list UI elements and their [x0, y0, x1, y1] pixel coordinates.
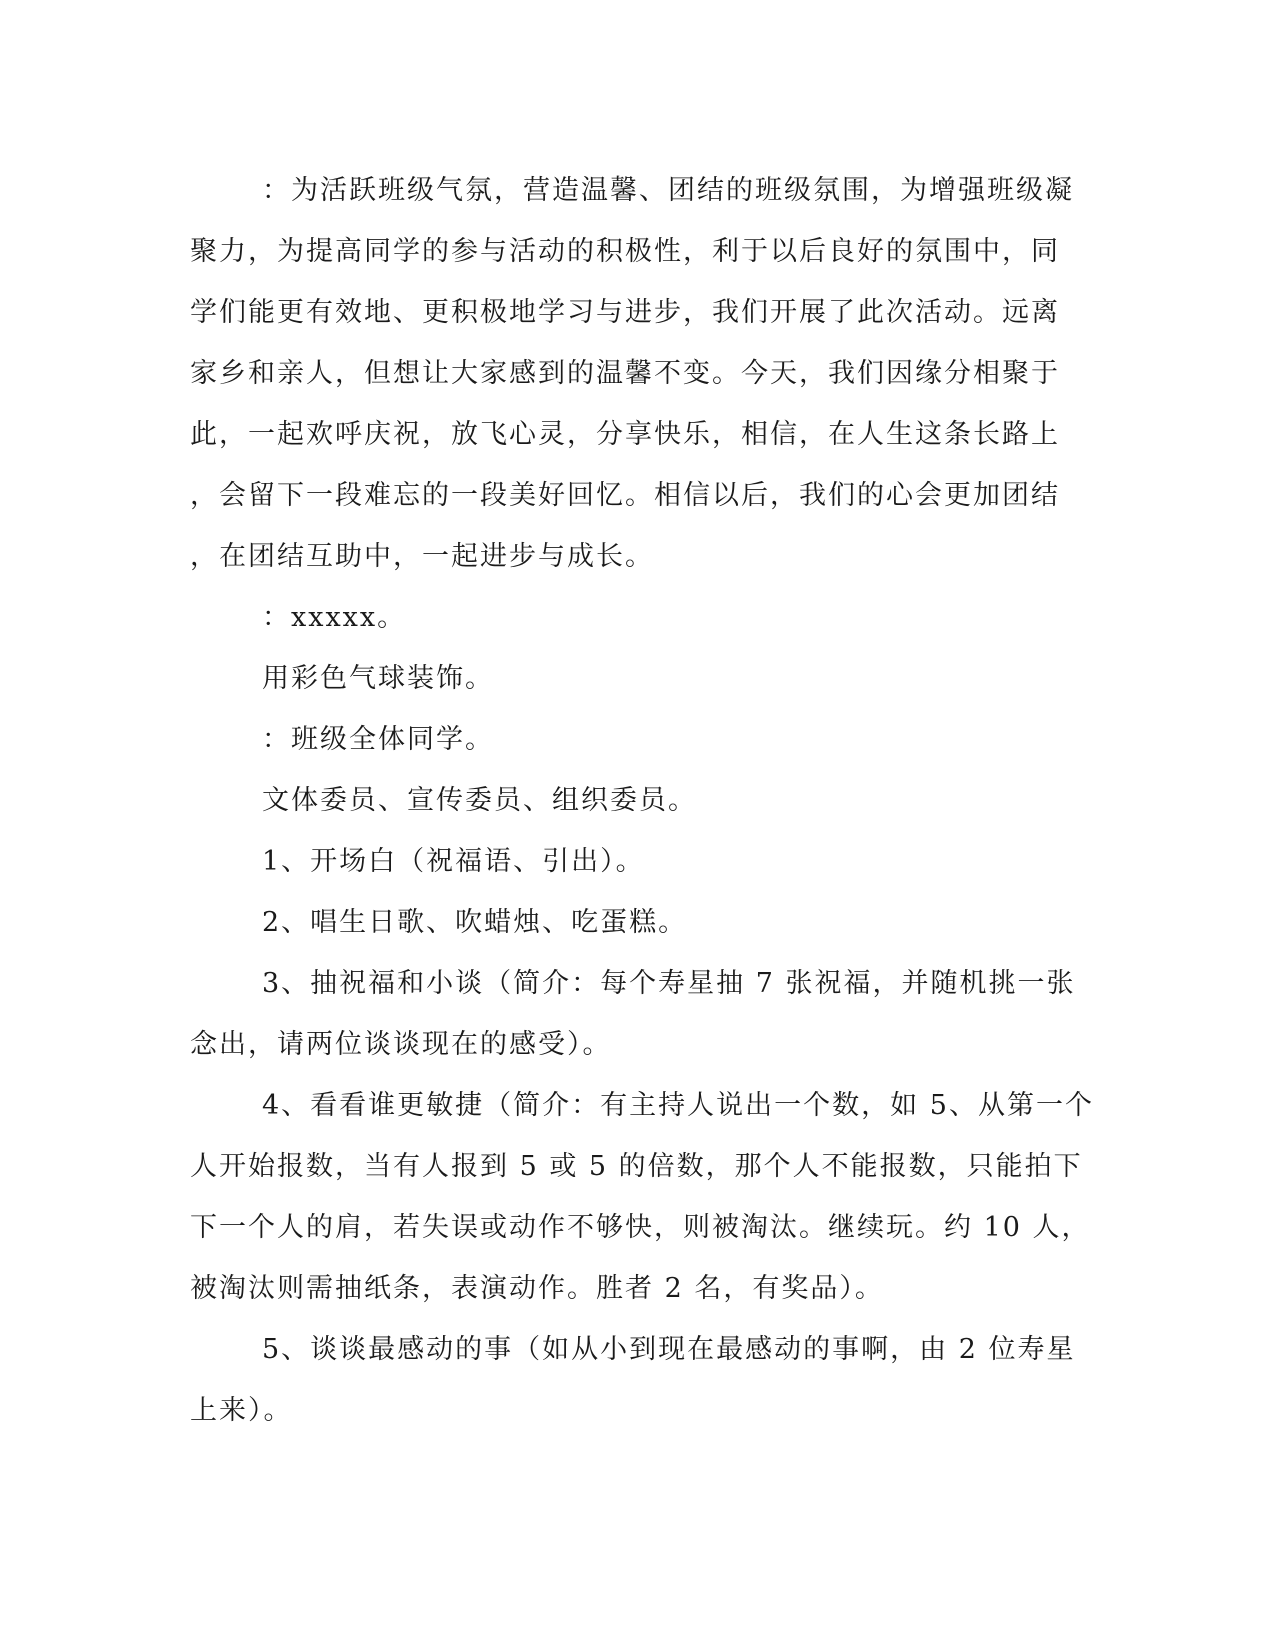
program-item-4-line-2: 人开始报数，当有人报到 5 或 5 的倍数，那个人不能报数，只能拍下 [190, 1151, 1083, 1182]
paragraph-organizers: 文体委员、宣传委员、组织委员。 [262, 785, 697, 816]
program-item-3-line-1: 3、抽祝福和小谈（简介：每个寿星抽 7 张祝福，并随机挑一张 [262, 968, 1076, 999]
program-item-5-line-1: 5、谈谈最感动的事（如从小到现在最感动的事啊，由 2 位寿星 [262, 1334, 1076, 1365]
paragraph-purpose-line-4: 家乡和亲人，但想让大家感到的温馨不变。今天，我们因缘分相聚于 [190, 358, 1060, 389]
program-item-4-line-1: 4、看看谁更敏捷（简介：有主持人说出一个数，如 5、从第一个 [262, 1090, 1094, 1121]
paragraph-purpose-line-7: ，在团结互助中，一起进步与成长。 [190, 541, 654, 572]
paragraph-purpose-line-5: 此，一起欢呼庆祝，放飞心灵，分享快乐，相信，在人生这条长路上 [190, 419, 1060, 450]
paragraph-purpose-line-3: 学们能更有效地、更积极地学习与进步，我们开展了此次活动。远离 [190, 297, 1060, 328]
program-item-4-line-3: 下一个人的肩，若失误或动作不够快，则被淘汰。继续玩。约 10 人， [190, 1212, 1091, 1243]
program-item-1: 1、开场白（祝福语、引出）。 [262, 846, 645, 877]
paragraph-purpose-line-1: ：为活跃班级气氛，营造温馨、团结的班级氛围，为增强班级凝 [262, 175, 1074, 206]
program-item-2: 2、唱生日歌、吹蜡烛、吃蛋糕。 [262, 907, 688, 938]
paragraph-decoration: 用彩色气球装饰。 [262, 663, 494, 694]
program-item-3-line-2: 念出，请两位谈谈现在的感受）。 [190, 1029, 612, 1060]
program-item-5-line-2: 上来）。 [190, 1395, 293, 1426]
document-body [190, 160, 1094, 1441]
paragraph-participants: ：班级全体同学。 [262, 724, 494, 755]
paragraph-time: ：xxxxx。 [262, 602, 407, 633]
program-item-4-line-4: 被淘汰则需抽纸条，表演动作。胜者 2 名，有奖品）。 [190, 1273, 884, 1304]
paragraph-purpose-line-2: 聚力，为提高同学的参与活动的积极性，利于以后良好的氛围中，同 [190, 236, 1060, 267]
paragraph-purpose-line-6: ，会留下一段难忘的一段美好回忆。相信以后，我们的心会更加团结 [190, 480, 1060, 511]
